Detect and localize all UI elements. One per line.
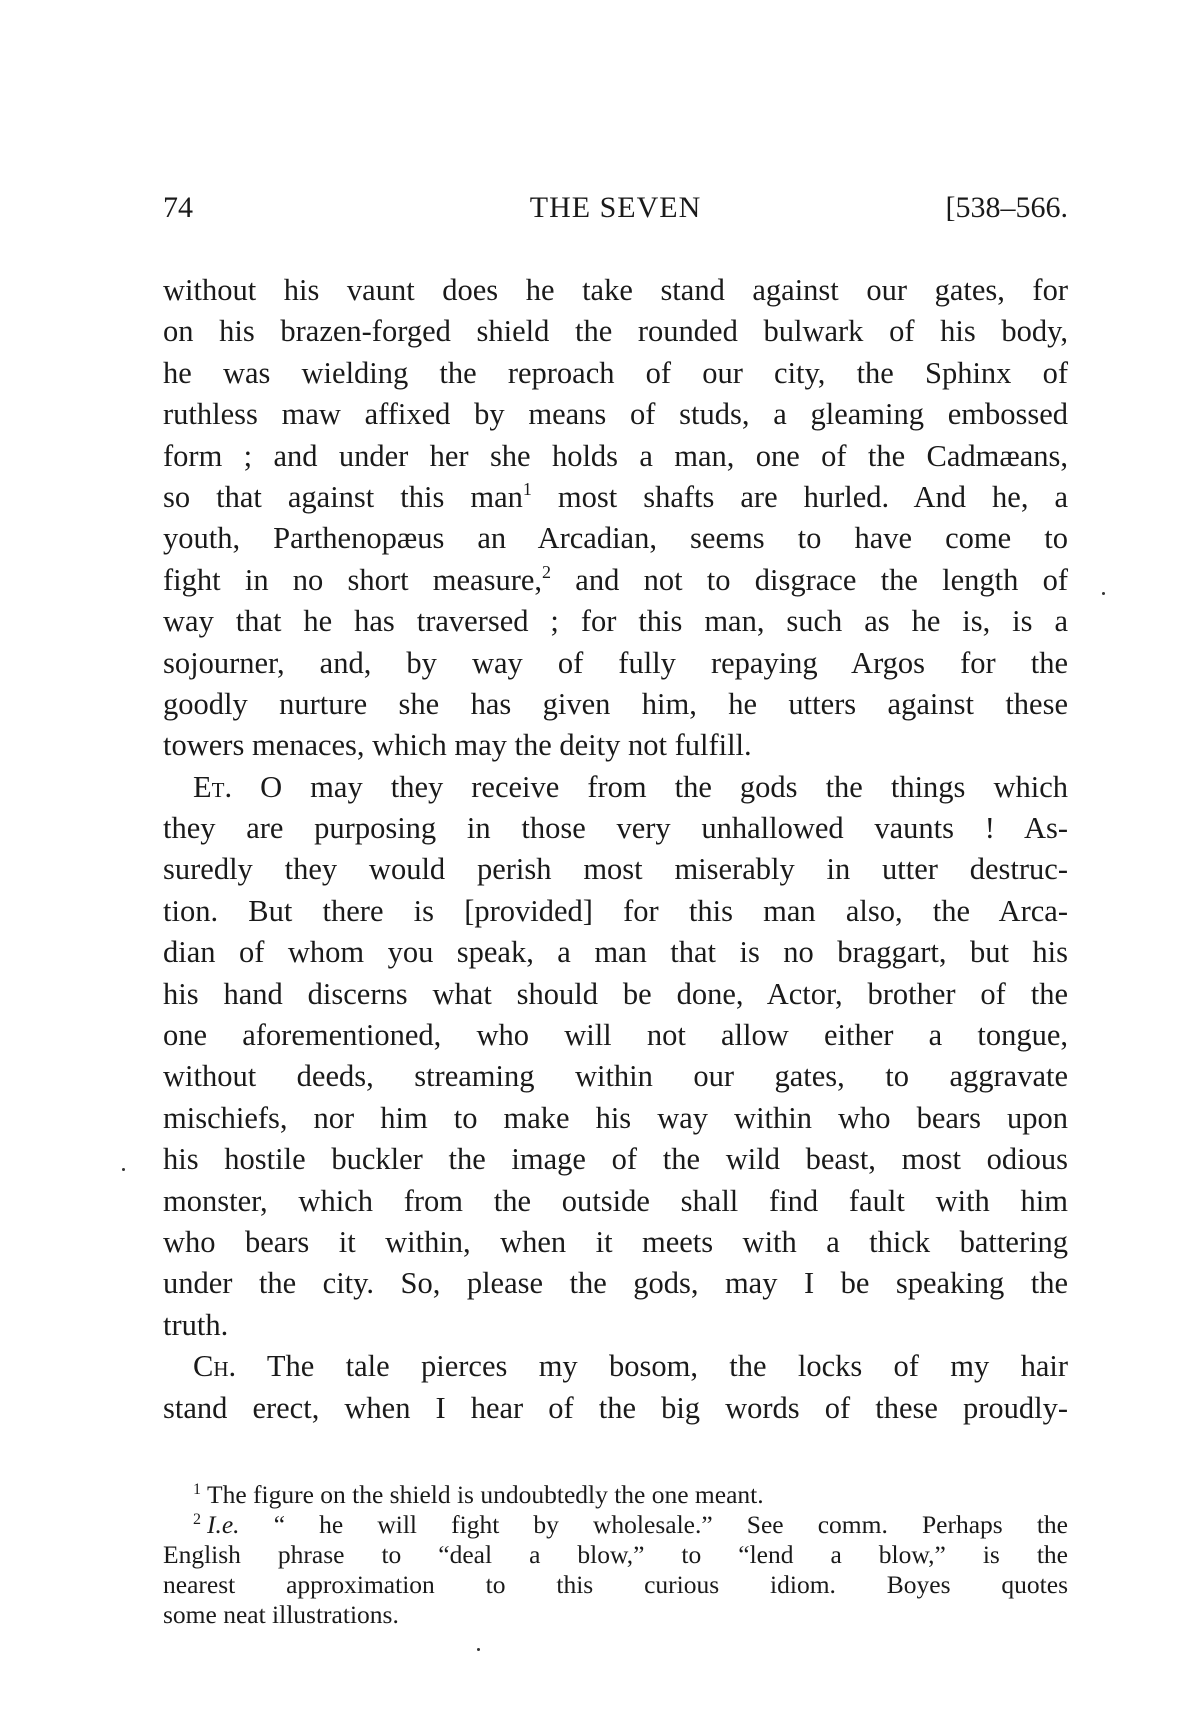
page-number: 74 xyxy=(163,191,193,224)
text-line: under the city. So, please the gods, may I be speaking the xyxy=(163,1266,1068,1301)
text-line: without his vaunt does he take stand against our gates, for xyxy=(163,273,1068,307)
text-line: dian of whom you speak, a man that is no braggart, but his xyxy=(163,935,1068,970)
footnote-marker: 2 xyxy=(193,1511,201,1528)
text-line: his hostile buckler the image of the wild beast, most odious xyxy=(163,1142,1068,1177)
speck-mark xyxy=(1102,592,1105,595)
footnote-2 xyxy=(163,1510,1068,1540)
text-line: he was wielding the reproach of our city, the Sphinx of xyxy=(163,355,1068,390)
text-line: goodly nurture she has given him, he utters against these xyxy=(163,686,1068,721)
running-header xyxy=(163,188,1068,228)
text-line: tion. But there is [provided] for this man also, the Arca- xyxy=(163,893,1068,928)
speck-mark xyxy=(122,1168,125,1171)
speck-mark xyxy=(477,1648,480,1651)
footnote-text: “ he will fight by wholesale.” See comm. Perhaps the xyxy=(273,1510,1068,1539)
footnote-text: The figure on the shield is undoubtedly the one meant. xyxy=(207,1480,764,1509)
text-line: youth, Parthenopæus an Arcadian, seems to have come to xyxy=(163,521,1068,556)
text-fragment: so that against this man xyxy=(163,479,523,514)
text-fragment: fight in no short measure, xyxy=(163,562,543,597)
text-line: ruthless maw affixed by means of studs, a gleaming embossed xyxy=(163,397,1068,432)
footnote-1 xyxy=(163,1480,1068,1510)
footnotes xyxy=(163,1480,1068,1630)
text-line: towers menaces, which may the deity not fulfill. xyxy=(163,728,752,763)
footnote-ref-2[interactable]: 2 xyxy=(542,561,552,582)
text-line: one aforementioned, who will not allow either a tongue, xyxy=(163,1018,1068,1053)
book-page xyxy=(163,0,1068,1714)
text-line xyxy=(163,560,1068,601)
text-fragment: most shafts are hurled. And he, a xyxy=(557,479,1069,514)
text-line: stand erect, when I hear of the big words of these proudly- xyxy=(163,1390,1068,1425)
footnote-marker: 1 xyxy=(193,1481,201,1498)
text-fragment: and not to disgrace the length of xyxy=(575,562,1068,597)
footnote-abbrev: I.e. xyxy=(207,1510,240,1539)
text-line xyxy=(163,1346,1068,1387)
body-text xyxy=(163,270,1068,1429)
speaker-label: Ch. xyxy=(193,1349,237,1384)
text-line: who bears it within, when it meets with a thick battering xyxy=(163,1224,1068,1259)
text-line: monster, which from the outside shall find fault with him xyxy=(163,1183,1068,1218)
footnote-ref-1[interactable]: 1 xyxy=(522,478,532,499)
text-fragment: The tale pierces my bosom, the locks of my hair xyxy=(266,1349,1069,1384)
text-line: mischiefs, nor him to make his way within who bears upon xyxy=(163,1100,1068,1135)
line-range: [538–566. xyxy=(945,191,1068,224)
text-line: truth. xyxy=(163,1307,229,1342)
text-line xyxy=(163,767,1068,808)
running-title: THE SEVEN xyxy=(529,191,702,224)
text-line: on his brazen-forged shield the rounded bulwark of his body, xyxy=(163,314,1068,349)
text-line: form ; and under her she holds a man, one of the Cadmæans, xyxy=(163,438,1068,473)
footnote-line: nearest approximation to this curious idiom. Boyes quotes xyxy=(163,1570,1068,1599)
text-line: way that he has traversed ; for this man, such as he is, is a xyxy=(163,604,1068,639)
text-line: suredly they would perish most miserably in utter destruc- xyxy=(163,852,1068,887)
text-line: sojourner, and, by way of fully repaying Argos for the xyxy=(163,645,1068,680)
text-line: without deeds, streaming within our gates, to aggravate xyxy=(163,1059,1068,1094)
footnote-line: English phrase to “deal a blow,” to “lend a blow,” is the xyxy=(163,1540,1068,1569)
footnote-line: some neat illustrations. xyxy=(163,1600,399,1629)
text-line: his hand discerns what should be done, Actor, brother of the xyxy=(163,976,1068,1011)
speaker-label: Et. xyxy=(193,769,233,804)
text-line xyxy=(163,477,1068,518)
text-line: they are purposing in those very unhallowed vaunts ! As- xyxy=(163,811,1068,846)
text-fragment: O may they receive from the gods the things which xyxy=(260,769,1068,804)
